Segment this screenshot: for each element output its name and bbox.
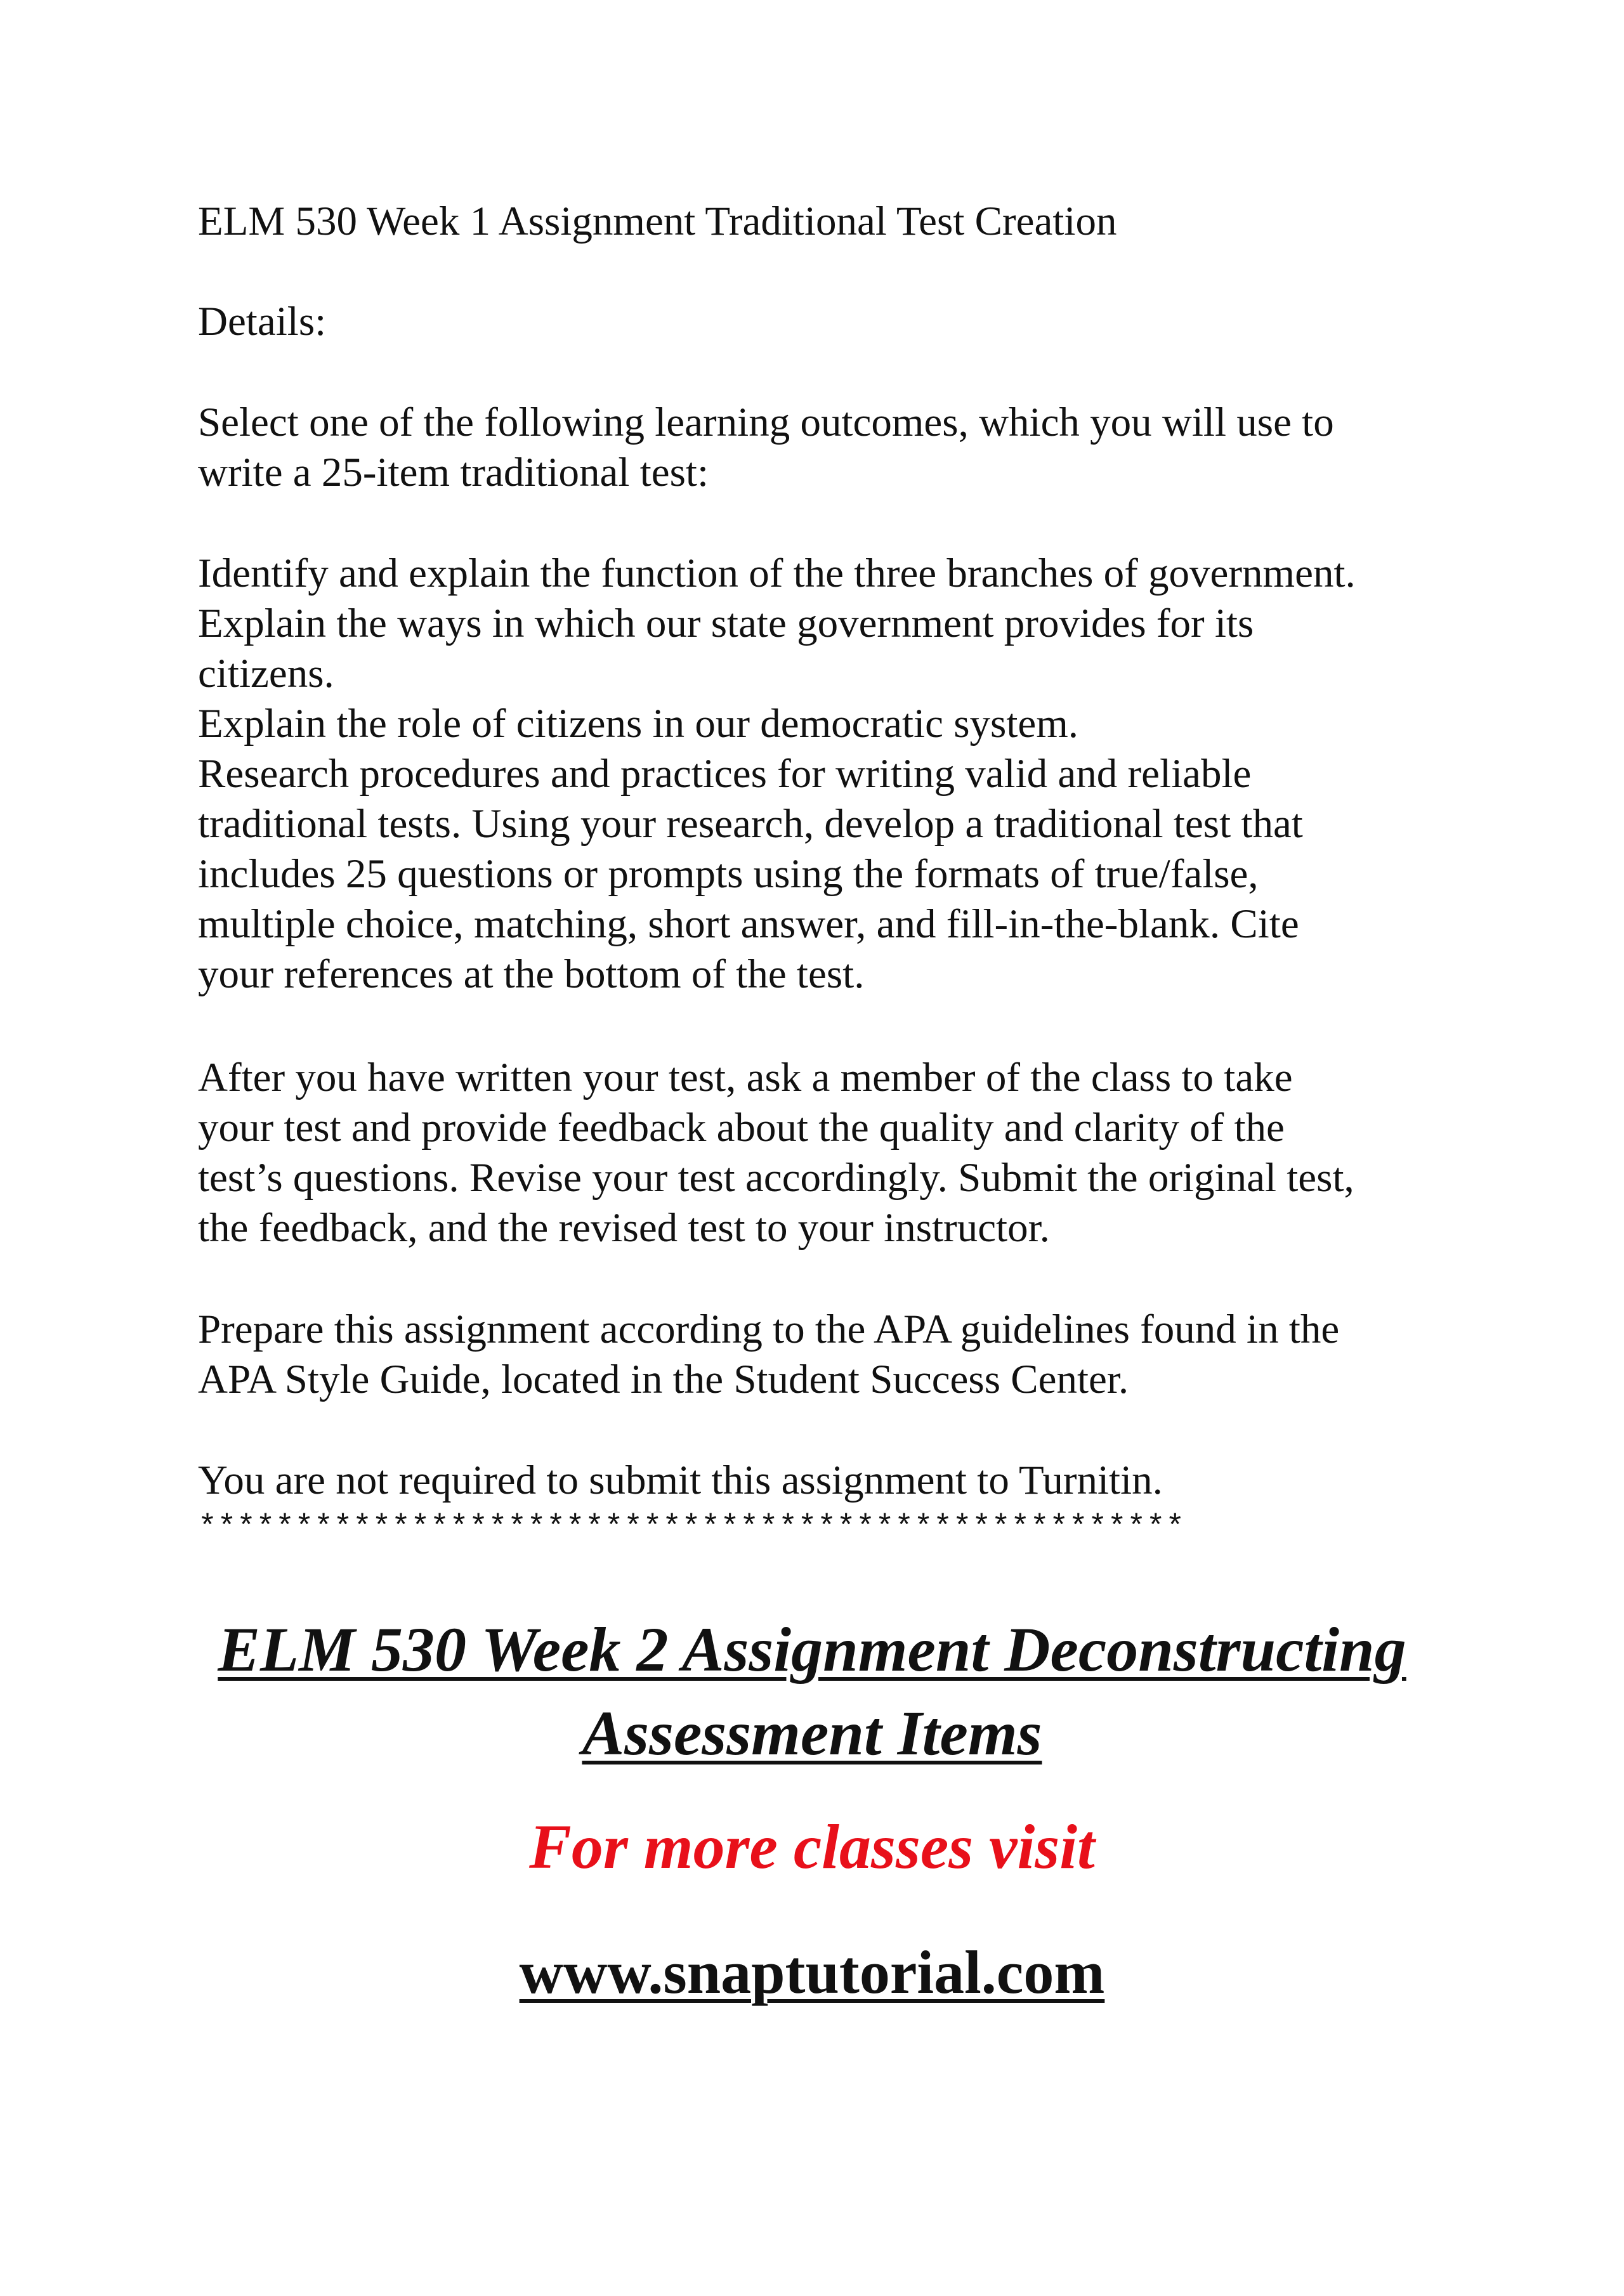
text-line: You are not required to submit this assignment to Turnitin. <box>198 1458 1163 1503</box>
feedback-paragraph <box>198 1053 1467 1253</box>
text-line: Select one of the following learning outcomes, which you will use to <box>198 400 1334 445</box>
text-line: traditional tests. Using your research, develop a traditional test that <box>198 801 1303 847</box>
text-line: Explain the role of citizens in our democratic system. <box>198 701 1079 747</box>
apa-paragraph <box>198 1305 1467 1405</box>
text-line: citizens. <box>198 651 334 696</box>
text-line: multiple choice, matching, short answer, and fill-in-the-blank. Cite <box>198 901 1299 947</box>
turnitin-note <box>198 1456 1467 1506</box>
heading-line <box>0 1608 1624 1692</box>
text-line: Identify and explain the function of the three branches of government. <box>198 551 1356 596</box>
promo-text: For more classes visit <box>529 1811 1095 1882</box>
next-assignment-heading <box>0 1608 1624 1775</box>
website-url[interactable]: www.snaptutorial.com <box>519 1938 1105 2006</box>
heading-line-text: ELM 530 Week 2 Assignment Deconstructing <box>218 1614 1406 1685</box>
heading-line <box>0 1692 1624 1775</box>
instructions-paragraph <box>198 398 1467 498</box>
text-line: APA Style Guide, located in the Student Success Center. <box>198 1357 1129 1402</box>
heading-line-text: Assessment Items <box>582 1698 1042 1768</box>
text-line: Prepare this assignment according to the APA guidelines found in the <box>198 1307 1340 1352</box>
text-line: test’s questions. Revise your test accordingly. Submit the original test, <box>198 1155 1354 1201</box>
text-line: write a 25-item traditional test: <box>198 450 709 495</box>
text-line: includes 25 questions or prompts using the formats of true/false, <box>198 851 1259 897</box>
outcomes-paragraph <box>198 549 1467 1000</box>
text-line: your references at the bottom of the test. <box>198 951 865 997</box>
title-line: ELM 530 Week 1 Assignment Traditional Test Creation <box>198 199 1117 244</box>
document-title <box>198 197 1467 247</box>
text-line: the feedback, and the revised test to your instructor. <box>198 1205 1050 1251</box>
details-line: Details: <box>198 299 327 344</box>
details-label <box>198 297 1467 347</box>
text-line: Research procedures and practices for writing valid and reliable <box>198 751 1252 797</box>
separator-stars: *************************************************** <box>198 1510 1185 1546</box>
website-link[interactable] <box>0 1934 1624 2011</box>
text-line: After you have written your test, ask a member of the class to take <box>198 1055 1293 1100</box>
text-line: Explain the ways in which our state government provides for its <box>198 601 1254 646</box>
text-line: your test and provide feedback about the quality and clarity of the <box>198 1105 1285 1151</box>
